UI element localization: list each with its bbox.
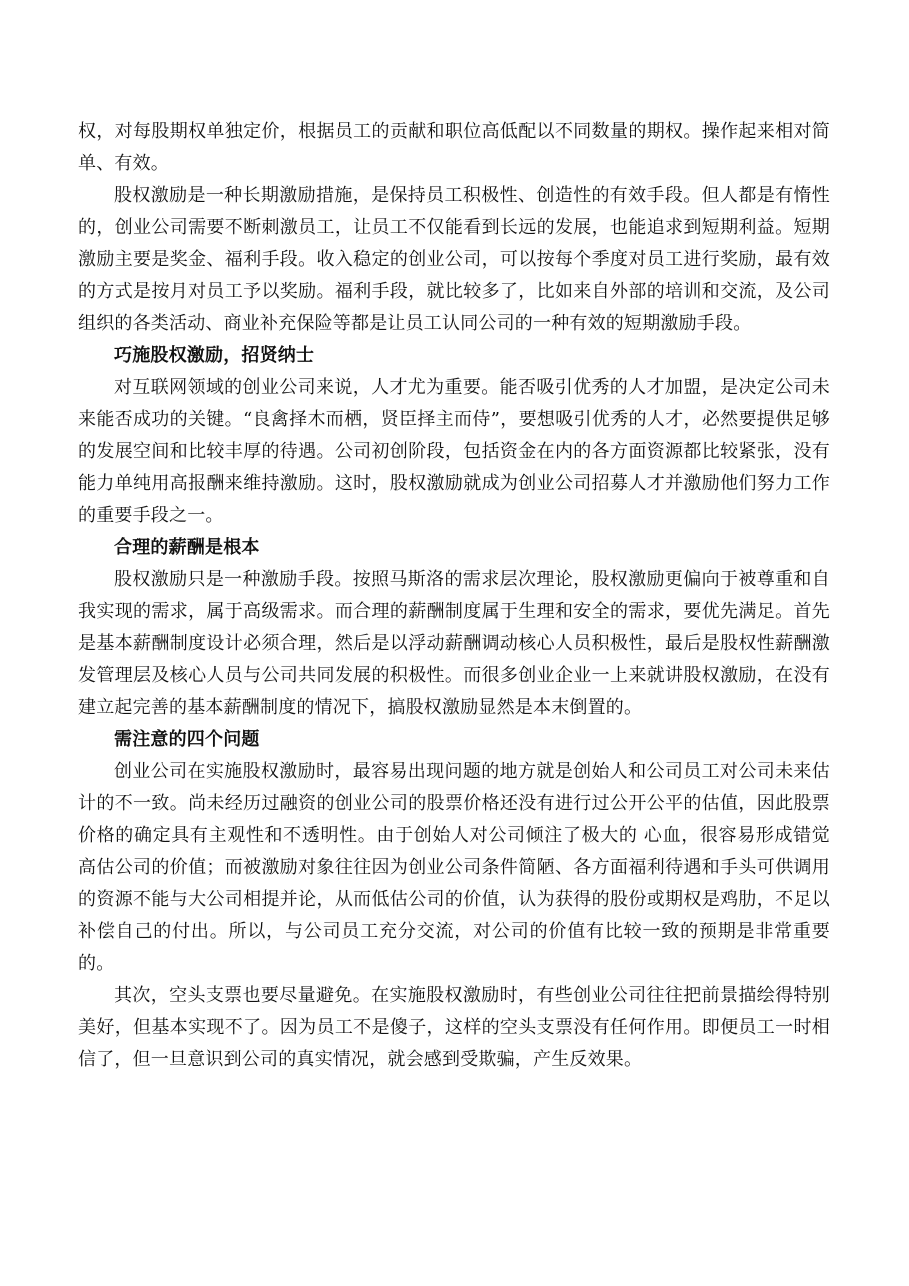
paragraph-salary-foundation: 股权激励只是一种激励手段。按照马斯洛的需求层次理论，股权激励更偏向于被尊重和自我实现的需求，属于高级需求。而合理的薪酬制度属于生理和安全的需求，要优先满足。首先是基本薪酬制度设计必须合理，然后是以浮动薪酬调动核心人员积极性，最后是股权性薪酬激发管理层及核心人员与公司共同发展的积极性。而很多创业企业一上来就讲股权激励，在没有建立起完善的基本薪酬制度的情况下，搞股权激励显然是本末倒置的。 [78,569,830,718]
paragraph-valuation-mismatch: 创业公司在实施股权激励时，最容易出现问题的地方就是创始人和公司员工对公司未来估计的不一致。尚未经历过融资的创业公司的股票价格还没有进行过公开公平的估值，因此股票价格的确定具有主观性和不透明性。由于创始人对公司倾注了极大的 心血，很容易形成错觉高估公司的价值；而被激励对象往往因为创业公司条件简陋、各方面福利待遇和手头可供调用的资源不能与大公司相提并论，从而低估公司的价值，认为获得的股份或期权是鸡肋，不足以补偿自己的付出。所以，与公司员工充分交流，对公司的价值有比较一致的预期是非常重要的。 [78,761,830,974]
paragraph-talent-attraction: 对互联网领域的创业公司来说，人才尤为重要。能否吸引优秀的人才加盟，是决定公司未来能否成功的关键。“良禽择木而栖，贤臣择主而侍”，要想吸引优秀的人才，必然要提供足够的发展空间和比较丰厚的待遇。公司初创阶段，包括资金在内的各方面资源都比较紧张，没有能力单纯用高报酬来维持激励。这时，股权激励就成为创业公司招募人才并激励他们努力工作的重要手段之一。 [78,377,830,526]
section-heading-salary: 合理的薪酬是根本 [114,537,260,558]
document-body [78,116,830,1076]
section-heading-four-issues: 需注意的四个问题 [114,729,260,750]
paragraph-option-pricing: 权，对每股期权单独定价，根据员工的贡献和职位高低配以不同数量的期权。操作起来相对简单、有效。 [78,121,830,174]
paragraph-long-term-incentive: 股权激励是一种长期激励措施，是保持员工积极性、创造性的有效手段。但人都是有惰性的，创业公司需要不断刺激员工，让员工不仅能看到长远的发展，也能追求到短期利益。短期激励主要是奖金、福利手段。收入稳定的创业公司，可以按每个季度对员工进行奖励，最有效的方式是按月对员工予以奖励。福利手段，就比较多了，比如来自外部的培训和交流，及公司组织的各类活动、商业补充保险等都是让员工认同公司的一种有效的短期激励手段。 [78,185,830,334]
paragraph-empty-promises: 其次，空头支票也要尽量避免。在实施股权激励时，有些创业公司往往把前景描绘得特别美好，但基本实现不了。因为员工不是傻子，这样的空头支票没有任何作用。即便员工一时相信了，但一旦意识到公司的真实情况，就会感到受欺骗，产生反效果。 [78,985,830,1070]
section-heading-talent: 巧施股权激励，招贤纳士 [114,345,315,366]
